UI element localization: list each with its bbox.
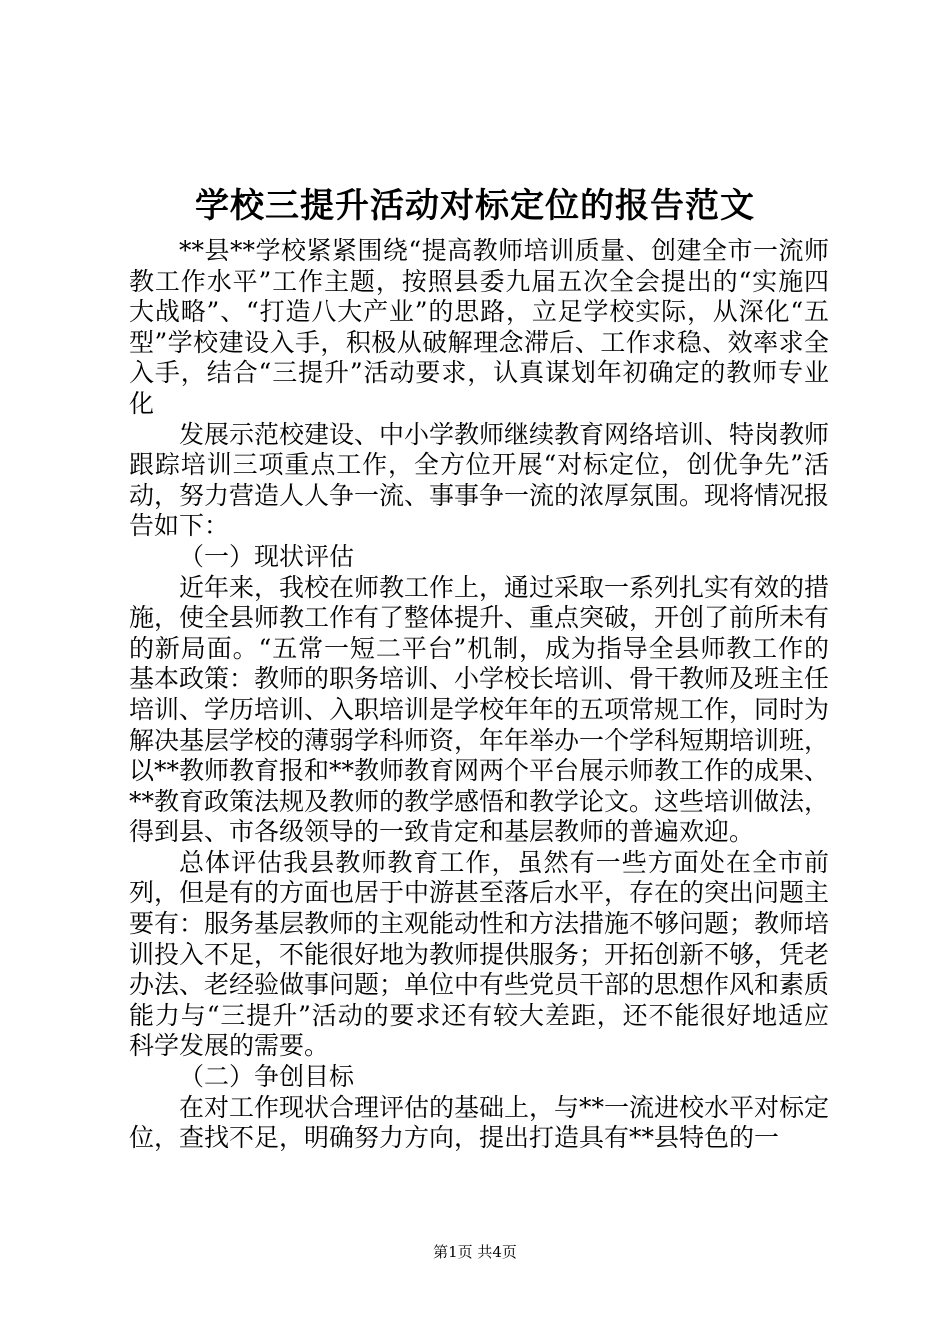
document-body [129,236,829,1154]
document-title: 学校三提升活动对标定位的报告范文 [195,186,755,226]
paragraph-status-overall: 总体评估我县教师教育工作，虽然有一些方面处在全市前列，但是有的方面也居于中游甚至落后水平，存在的突出问题主要有：服务基层教师的主观能动性和方法措施不够问题；教师培训投入不足，不能很好地为教师提供服务；开拓创新不够，凭老办法、老经验做事问题；单位中有些党员干部的思想作风和素质能力与“三提升”活动的要求还有较大差距，还不能很好地适应科学发展的需要。 [129,847,830,1061]
page-footer: 第1页 共4页 [433,1243,517,1261]
paragraph-intro-continued: 发展示范校建设、中小学教师继续教育网络培训、特岗教师跟踪培训三项重点工作，全方位开展“对标定位，创优争先”活动，努力营造人人争一流、事事争一流的浓厚氛围。现将情况报告如下： [129,419,830,541]
section-heading-status: （一）现状评估 [179,541,355,571]
section-heading-goals: （二）争创目标 [179,1062,355,1092]
paragraph-intro: **县**学校紧紧围绕“提高教师培训质量、创建全市一流师教工作水平”工作主题，按照县委九届五次全会提出的“实施四大战略”、“打造八大产业”的思路，立足学校实际，从深化“五型”学校建设入手，积极从破解理念滞后、工作求稳、效率求全入手，结合“三提升”活动要求，认真谋划年初确定的教师专业化 [129,236,829,418]
paragraph-status-recent: 近年来，我校在师教工作上，通过采取一系列扎实有效的措施，使全县师教工作有了整体提升、重点突破，开创了前所未有的新局面。“五常一短二平台”机制，成为指导全县师教工作的基本政策：教师的职务培训、小学校长培训、骨干教师及班主任培训、学历培训、入职培训是学校年年的五项常规工作，同时为解决基层学校的薄弱学科师资，年年举办一个学科短期培训班，以**教师教育报和**教师教育网两个平台展示师教工作的成果、**教育政策法规及教师的教学感悟和教学论文。这些培训做法，得到县、市各级领导的一致肯定和基层教师的普遍欢迎。 [129,572,830,847]
paragraph-goals: 在对工作现状合理评估的基础上，与**一流进校水平对标定位，查找不足，明确努力方向，提出打造具有**县特色的一 [129,1092,830,1153]
